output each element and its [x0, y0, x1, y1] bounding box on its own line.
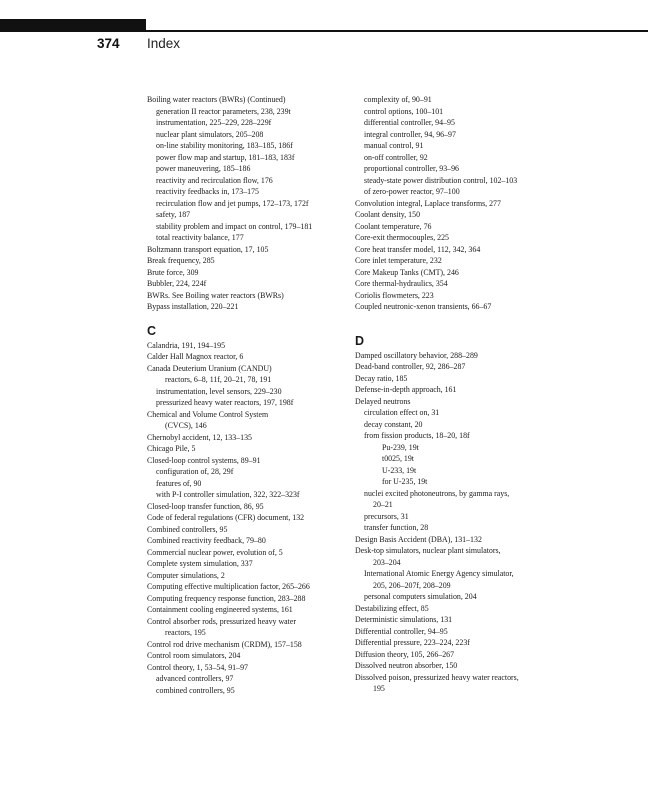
- index-entry: Convolution integral, Laplace transforms, 277: [355, 198, 501, 208]
- index-entry: Complete system simulation, 337: [147, 559, 253, 568]
- index-entry: Chemical and Volume Control System: [147, 409, 269, 419]
- index-entry: Boltzmann transport equation, 17, 105: [147, 244, 269, 254]
- index-entry: Diffusion theory, 105, 266–267: [355, 649, 455, 659]
- index-entry: Chicago Pile, 5: [147, 444, 196, 453]
- index-entry: Core inlet temperature, 232: [355, 256, 442, 265]
- index-entry: Combined reactivity feedback, 79–80: [147, 536, 266, 545]
- index-subentry: precursors, 31: [364, 511, 409, 521]
- index-subentry: with P-I controller simulation, 322, 322–323f: [156, 490, 300, 499]
- index-subentry: for U-235, 19t: [382, 477, 428, 486]
- index-entry: Control rod drive mechanism (CRDM), 157–158: [147, 639, 302, 649]
- index-subentry: steady-state power distribution control, 102–103: [364, 175, 518, 185]
- index-subentry: reactivity and recirculation flow, 176: [156, 175, 273, 185]
- index-entry: Dissolved neutron absorber, 150: [355, 661, 458, 670]
- index-entry: Coolant temperature, 76: [355, 221, 432, 231]
- index-entry: Coupled neutronic-xenon transients, 66–67: [355, 302, 492, 311]
- index-subentry: recirculation flow and jet pumps, 172–173, 172f: [156, 198, 309, 208]
- index-subentry: 195: [373, 684, 385, 693]
- index-entry: Coriolis flowmeters, 223: [355, 290, 434, 300]
- index-subentry: of zero-power reactor, 97–100: [364, 187, 460, 196]
- index-entry: Dissolved poison, pressurized heavy water reactors,: [355, 672, 519, 682]
- index-subentry: instrumentation, level sensors, 229–230: [156, 386, 282, 396]
- index-entry: Bypass installation, 220–221: [147, 302, 239, 311]
- index-subentry: Pu-239, 19t: [382, 442, 419, 452]
- index-section-letter: D: [355, 333, 365, 348]
- index-entry: Design Basis Accident (DBA), 131–132: [355, 534, 482, 544]
- index-entry: Core-exit thermocouples, 225: [355, 233, 450, 242]
- index-subentry: proportional controller, 93–96: [364, 164, 460, 173]
- index-entry: Closed-loop transfer function, 86, 95: [147, 501, 264, 511]
- index-subentry: advanced controllers, 97: [156, 674, 234, 683]
- index-subentry: International Atomic Energy Agency simulator,: [364, 569, 514, 578]
- index-subentry: stability problem and impact on control, 179–181: [156, 221, 313, 231]
- section-spacer: [147, 313, 347, 323]
- index-subentry: configuration of, 28, 29f: [156, 467, 234, 476]
- index-subentry: on-off controller, 92: [364, 152, 428, 162]
- index-entry: Destabilizing effect, 85: [355, 603, 429, 613]
- index-entry: Core thermal-hydraulics, 354: [355, 279, 448, 288]
- index-subentry: features of, 90: [156, 478, 202, 488]
- index-entry: Control absorber rods, pressurized heavy water: [147, 616, 296, 626]
- index-subentry: control options, 100–101: [364, 106, 444, 116]
- index-entry: Computing effective multiplication factor, 265–266: [147, 582, 310, 591]
- index-subentry: differential controller, 94–95: [364, 118, 455, 127]
- index-entry: Break frequency, 285: [147, 256, 215, 265]
- index-entry: BWRs. See Boiling water reactors (BWRs): [147, 290, 284, 300]
- index-entry: Combined controllers, 95: [147, 524, 228, 534]
- index-section-letter: C: [147, 323, 157, 338]
- index-entry: Differential controller, 94–95: [355, 626, 448, 636]
- index-entry: Dead-band controller, 92, 286–287: [355, 362, 466, 371]
- index-subentry: nuclei excited photoneutrons, by gamma rays,: [364, 488, 510, 498]
- index-column-left: [147, 94, 347, 696]
- index-subentry: generation II reactor parameters, 238, 239t: [156, 106, 291, 116]
- index-entry: Deterministic simulations, 131: [355, 615, 453, 624]
- index-subentry: reactivity feedbacks in, 173–175: [156, 187, 259, 196]
- index-entry: Canada Deuterium Uranium (CANDU): [147, 363, 272, 373]
- index-entry: Chernobyl accident, 12, 133–135: [147, 432, 252, 442]
- index-subentry: power maneuvering, 185–186: [156, 164, 251, 173]
- index-entry: Computing frequency response function, 283–288: [147, 593, 306, 603]
- index-entry: Brute force, 309: [147, 267, 199, 277]
- index-entry: Calandria, 191, 194–195: [147, 340, 226, 350]
- index-entry: Calder Hall Magnox reactor, 6: [147, 352, 244, 361]
- index-subentry: 20–21: [373, 500, 393, 509]
- index-column-right: [355, 94, 567, 695]
- index-entry: Control room simulators, 204: [147, 651, 241, 660]
- index-entry: Coolant density, 150: [355, 210, 421, 219]
- index-subentry: pressurized heavy water reactors, 197, 198f: [156, 398, 294, 407]
- index-subentry: integral controller, 94, 96–97: [364, 129, 456, 139]
- index-entry: Containment cooling engineered systems, 161: [147, 605, 293, 614]
- section-spacer: [355, 313, 567, 323]
- section-spacer: [355, 323, 567, 333]
- index-subentry: power flow map and startup, 181–183, 183f: [156, 152, 295, 162]
- index-subentry: 203–204: [373, 557, 401, 567]
- index-entry: Boiling water reactors (BWRs) (Continued): [147, 95, 286, 104]
- index-entry: Delayed neutrons: [355, 396, 411, 406]
- index-entry: Computer simulations, 2: [147, 570, 225, 580]
- index-subentry: decay constant, 20: [364, 419, 423, 429]
- index-entry: Differential pressure, 223–224, 223f: [355, 638, 470, 647]
- index-entry: Closed-loop control systems, 89–91: [147, 455, 261, 465]
- index-entry: Core Makeup Tanks (CMT), 246: [355, 267, 459, 277]
- index-entry: Core heat transfer model, 112, 342, 364: [355, 244, 481, 254]
- index-entry: Defense-in-depth approach, 161: [355, 385, 457, 394]
- index-subentry: instrumentation, 225–229, 228–229f: [156, 118, 272, 127]
- index-subentry: on-line stability monitoring, 183–185, 186f: [156, 141, 293, 150]
- index-entry: Commercial nuclear power, evolution of, 5: [147, 547, 283, 557]
- index-subentry: 205, 206–207f, 208–209: [373, 580, 451, 590]
- index-entry: Code of federal regulations (CFR) document, 132: [147, 513, 305, 522]
- index-subentry: safety, 187: [156, 210, 191, 219]
- index-subentry: t0025, 19t: [382, 454, 415, 463]
- index-entry: Damped oscillatory behavior, 288–289: [355, 350, 478, 360]
- index-subentry: total reactivity balance, 177: [156, 233, 244, 242]
- index-subentry: (CVCS), 146: [165, 421, 207, 430]
- index-entry: Decay ratio, 185: [355, 373, 408, 383]
- index-subentry: U-233, 19t: [382, 465, 417, 475]
- index-entry: Control theory, 1, 53–54, 91–97: [147, 662, 248, 672]
- index-subentry: circulation effect on, 31: [364, 408, 440, 417]
- index-subentry: reactors, 6–8, 11f, 20–21, 78, 191: [165, 375, 272, 384]
- index-subentry: combined controllers, 95: [156, 685, 235, 695]
- page-number: 374: [97, 36, 120, 51]
- index-subentry: nuclear plant simulators, 205–208: [156, 129, 264, 139]
- index-subentry: reactors, 195: [165, 628, 206, 637]
- index-entry: Desk-top simulators, nuclear plant simulators,: [355, 546, 501, 555]
- index-subentry: complexity of, 90–91: [364, 95, 432, 104]
- running-head-title: Index: [147, 36, 181, 51]
- index-subentry: transfer function, 28: [364, 523, 429, 532]
- index-subentry: manual control, 91: [364, 141, 424, 150]
- index-subentry: personal computers simulation, 204: [364, 592, 477, 601]
- header-rule: [0, 30, 648, 32]
- index-subentry: from fission products, 18–20, 18f: [364, 431, 470, 440]
- index-entry: Bubbler, 224, 224f: [147, 279, 207, 288]
